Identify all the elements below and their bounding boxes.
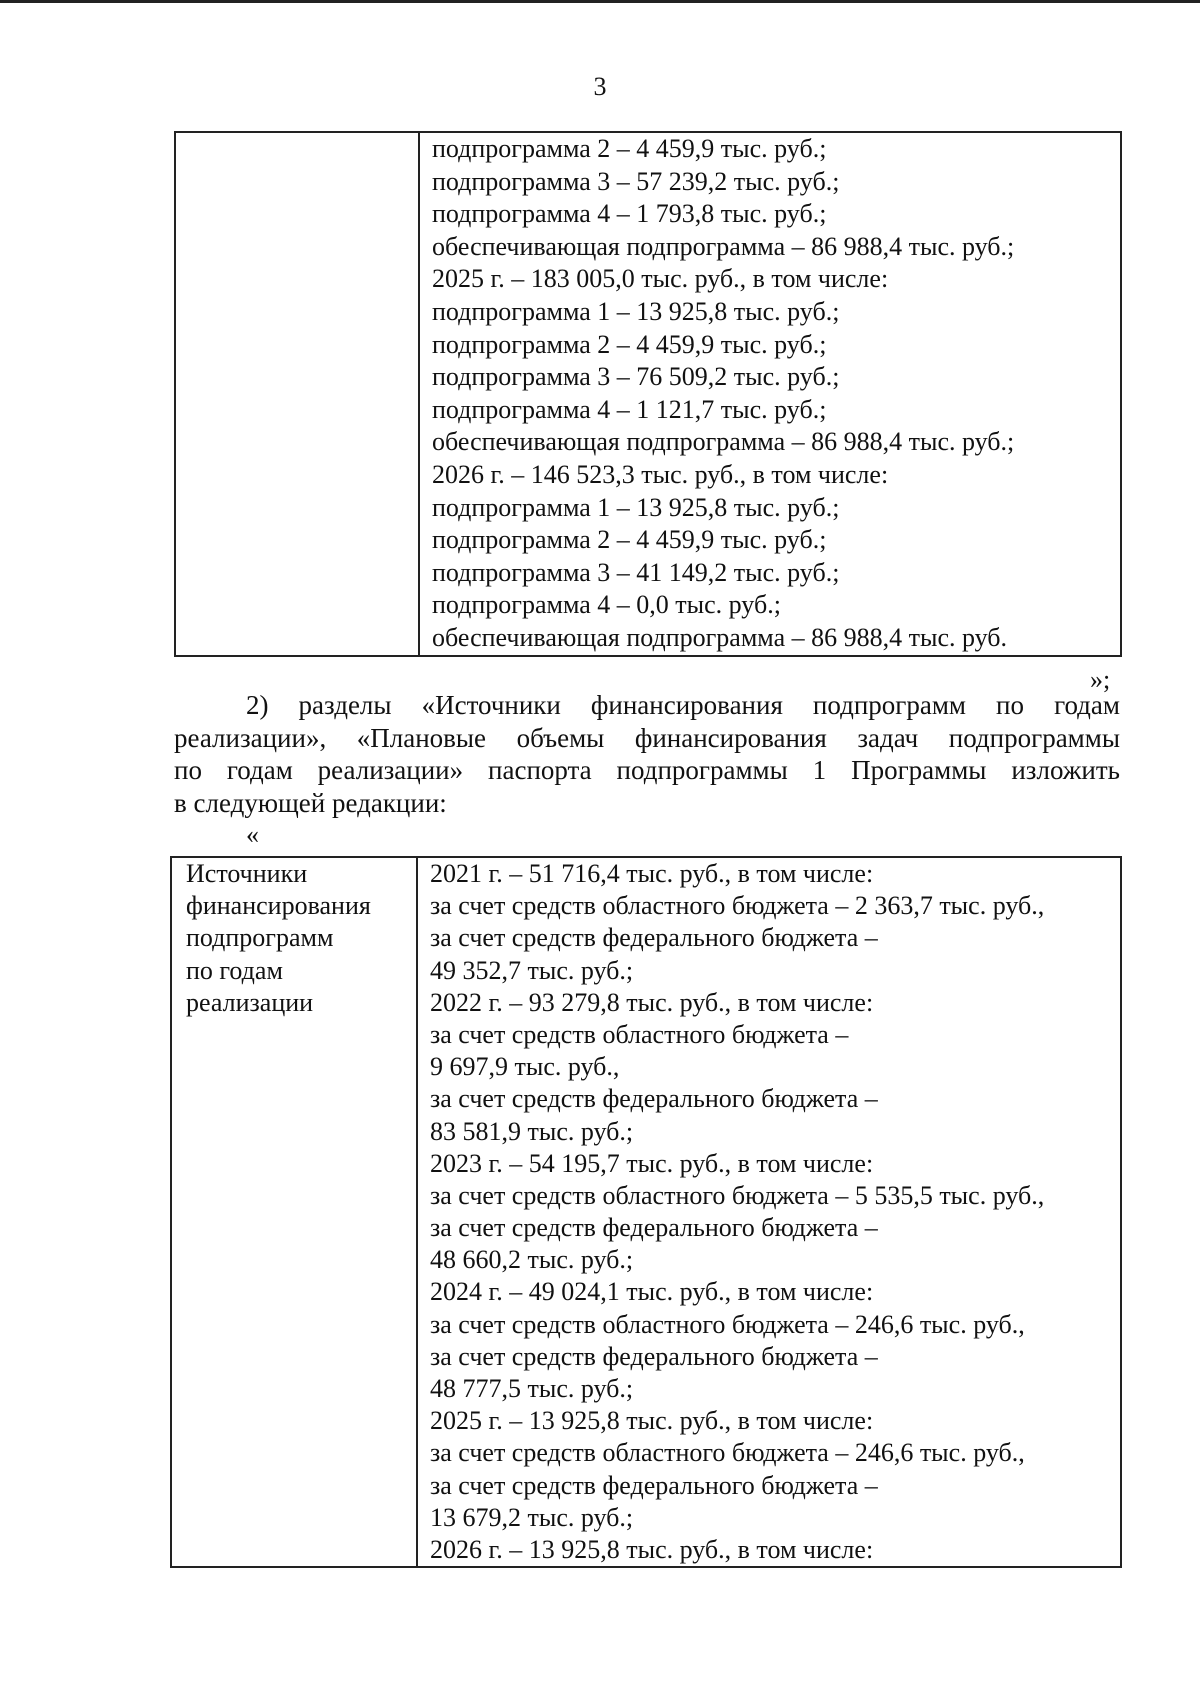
table-value-cell: [419, 132, 1121, 656]
list-item: за счет средств федерального бюджета –: [430, 1213, 878, 1243]
list-item: 49 352,7 тыс. руб.;: [430, 955, 634, 985]
list-item: подпрограмма 2 – 4 459,9 тыс. руб.;: [432, 329, 827, 359]
table-row: [175, 132, 1121, 656]
label-line: финансирования: [186, 891, 371, 921]
list-item: за счет средств областного бюджета – 246,6 тыс. руб.,: [430, 1309, 1025, 1339]
list-item: 2023 г. – 54 195,7 тыс. руб., в том числе:: [430, 1148, 874, 1178]
list-item: за счет средств областного бюджета –: [430, 1019, 849, 1049]
amendment-paragraph: [174, 689, 1120, 819]
list-item: подпрограмма 2 – 4 459,9 тыс. руб.;: [432, 134, 827, 163]
list-item: подпрограмма 3 – 76 509,2 тыс. руб.;: [432, 362, 840, 392]
list-item: за счет средств областного бюджета – 2 363,7 тыс. руб.,: [430, 891, 1045, 921]
list-item: 2025 г. – 13 925,8 тыс. руб., в том числе:: [430, 1406, 874, 1436]
list-item: подпрограмма 4 – 1 121,7 тыс. руб.;: [432, 394, 827, 424]
label-cell-lines: [172, 858, 416, 1019]
list-item: подпрограмма 4 – 1 793,8 тыс. руб.;: [432, 199, 827, 229]
list-item: за счет средств федерального бюджета –: [430, 1470, 878, 1500]
list-item: 48 660,2 тыс. руб.;: [430, 1245, 634, 1275]
financing-table-continued: [174, 131, 1122, 657]
label-line: подпрограмм: [186, 923, 334, 953]
list-item: 2025 г. – 183 005,0 тыс. руб., в том числе:: [432, 264, 889, 294]
list-item: обеспечивающая подпрограмма – 86 988,4 тыс. руб.;: [432, 231, 1015, 261]
closing-quote-mark: »;: [1090, 665, 1111, 694]
list-item: 2024 г. – 49 024,1 тыс. руб., в том числе:: [430, 1277, 874, 1307]
list-item: обеспечивающая подпрограмма – 86 988,4 тыс. руб.: [432, 622, 1008, 652]
list-item: 2026 г. – 13 925,8 тыс. руб., в том числе:: [430, 1534, 874, 1564]
list-item: 2026 г. – 146 523,3 тыс. руб., в том числе:: [432, 459, 889, 489]
list-item: 9 697,9 тыс. руб.,: [430, 1052, 620, 1082]
table-label-cell: [171, 857, 417, 1567]
list-item: подпрограмма 3 – 57 239,2 тыс. руб.;: [432, 166, 840, 196]
page-number: 3: [593, 72, 607, 101]
table-row: [171, 857, 1121, 1567]
financing-sources-table: [170, 856, 1122, 1568]
list-item: за счет средств областного бюджета – 5 535,5 тыс. руб.,: [430, 1180, 1045, 1210]
list-item: за счет средств федерального бюджета –: [430, 1341, 878, 1371]
paragraph-line: по годам реализации» паспорта подпрограммы 1 Программы изложить: [174, 755, 1120, 785]
list-item: подпрограмма 1 – 13 925,8 тыс. руб.;: [432, 296, 840, 326]
table-value-cell: [417, 857, 1121, 1567]
label-line: реализации: [186, 987, 314, 1017]
list-item: 2021 г. – 51 716,4 тыс. руб., в том числе:: [430, 859, 874, 888]
list-item: подпрограмма 4 – 0,0 тыс. руб.;: [432, 590, 781, 620]
value-cell-lines: [418, 858, 1120, 1566]
list-item: 48 777,5 тыс. руб.;: [430, 1374, 634, 1403]
scan-top-edge: [0, 0, 1200, 3]
list-item: за счет средств федерального бюджета –: [430, 1084, 878, 1114]
value-cell-lines: [420, 133, 1120, 655]
list-item: подпрограмма 3 – 41 149,2 тыс. руб.;: [432, 557, 840, 587]
label-line: по годам: [186, 955, 283, 985]
list-item: за счет средств федерального бюджета –: [430, 923, 878, 953]
list-item: подпрограмма 2 – 4 459,9 тыс. руб.;: [432, 525, 827, 555]
table-label-cell: [175, 132, 419, 656]
paragraph-line: в следующей редакции:: [174, 787, 447, 818]
paragraph-line: реализации», «Плановые объемы финансирования задач подпрограммы: [174, 722, 1120, 753]
list-item: 2022 г. – 93 279,8 тыс. руб., в том числе:: [430, 987, 874, 1017]
list-item: за счет средств областного бюджета – 246,6 тыс. руб.,: [430, 1438, 1025, 1468]
label-line: Источники: [186, 859, 308, 888]
list-item: подпрограмма 1 – 13 925,8 тыс. руб.;: [432, 492, 840, 522]
list-item: 83 581,9 тыс. руб.;: [430, 1116, 634, 1146]
list-item: 13 679,2 тыс. руб.;: [430, 1502, 634, 1532]
opening-quote-mark: «: [246, 820, 259, 849]
list-item: обеспечивающая подпрограмма – 86 988,4 тыс. руб.;: [432, 427, 1015, 457]
paragraph-line: 2) разделы «Источники финансирования подпрограмм по годам: [246, 690, 1120, 720]
